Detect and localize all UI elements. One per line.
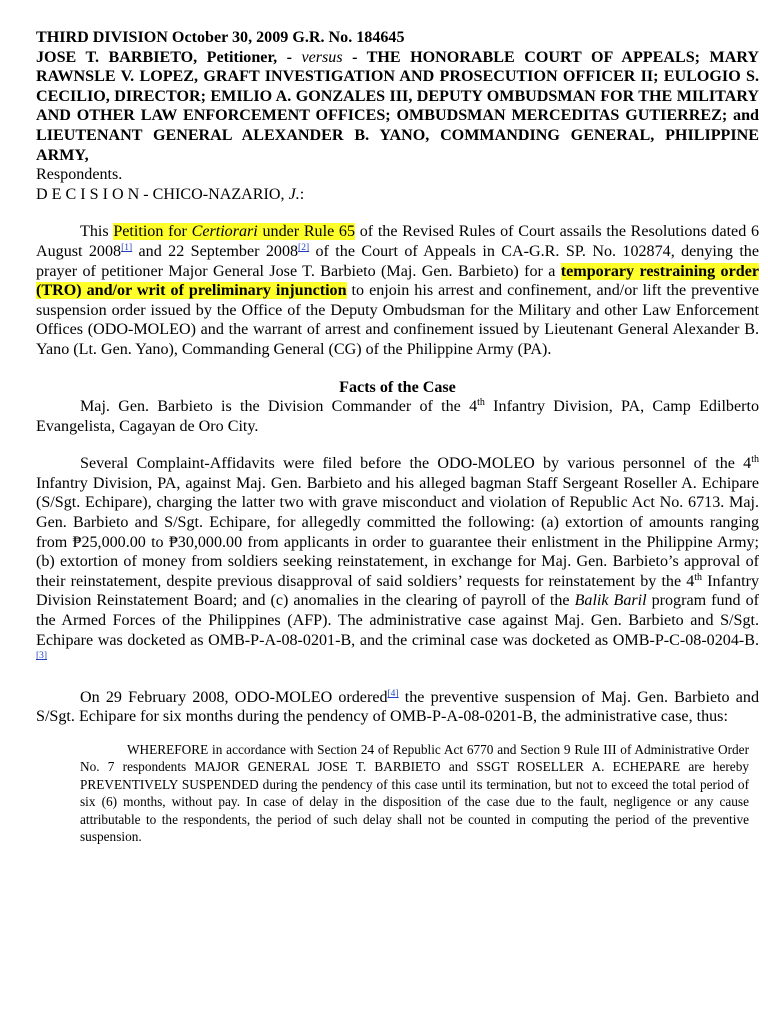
highlight-text-certiorari: Certiorari bbox=[191, 223, 258, 241]
paragraph-complaints bbox=[36, 454, 759, 670]
footnote-link-3[interactable]: [3] bbox=[36, 651, 48, 662]
respondents-names: - THE HONORABLE COURT OF APPEALS; MARY RAWNSLE V. LOPEZ, GRAFT INVESTIGATION AND PROSECUTION OFFICER II; EULOGIO S. CECILIO, DIRECTOR; EMILIO A. GONZALES III, DEPUTY OMBUDSMAN FOR THE MILITARY AND OTHER LAW ENFORCEMENT OFFICES; OMBUDSMAN MERCEDITAS GUTIERREZ; and LIEUTENANT GENERAL ALEXANDER B. YANO, COMMANDING GENERAL, PHILIPPINE ARMY, bbox=[36, 48, 759, 164]
para1-text-2: of the Revised Rules of Court assails the Resolutions dated 6 August 2008 bbox=[36, 223, 759, 260]
justice-suffix: J. bbox=[288, 185, 300, 203]
para1-text-3: and 22 September 2008 bbox=[132, 242, 299, 260]
para4-text-2: the preventive suspension of Maj. Gen. Barbieto and S/Sgt. Echipare for six months during the pendency of OMB-P-A-08-0201-B, the administrative case, thus: bbox=[36, 688, 760, 726]
decision-ponente-line bbox=[36, 185, 759, 205]
respondents-label: Respondents. bbox=[36, 166, 123, 184]
para3-text-2: Infantry Division, PA, against Maj. Gen. Barbieto and his alleged bagman Staff Sergeant Roseller A. Echipare (S/Sgt. Echipare), charging the latter two with grave misconduct and violation of Republic Act No. 6713. Maj. Gen. Barbieto and S/Sgt. Echipare, for allegedly committed the following: (a) extortion of amounts ranging from ₱25,000.00 to ₱30,000.00 from applicants in order to guarantee their enlistment in the Philippine Army; (b) extortion of money from soldiers seeking reinstatement, in exchange for Maj. Gen. Barbieto’s approval of their reinstatement, despite previous disapproval of said soldiers’ requests for reinstatement by the 4 bbox=[36, 474, 759, 590]
paragraph-division-commander bbox=[36, 397, 759, 436]
para3-text-1: Several Complaint-Affidavits were filed before the ODO-MOLEO by various personnel of the 4 bbox=[80, 455, 752, 473]
footnote-link-4[interactable]: [4] bbox=[387, 688, 399, 699]
petitioner-name: JOSE T. BARBIETO, Petitioner, - bbox=[36, 48, 302, 66]
footnote-link-2[interactable]: [2] bbox=[298, 242, 310, 253]
para3-text-4: program fund of the Armed Forces of the Philippines (AFP). The administrative case against Maj. Gen. Barbieto and S/Sgt. Echipare was docketed as OMB-P-A-08-0201-B, and the criminal case was docketed as OMB-P-C-08-0204-B. bbox=[36, 592, 759, 649]
document-page bbox=[36, 28, 759, 845]
paragraph-suspension-order bbox=[36, 688, 759, 727]
section-heading-facts: Facts of the Case bbox=[339, 378, 456, 396]
ordinal-suffix: th bbox=[477, 397, 485, 409]
decision-colon: : bbox=[299, 185, 305, 203]
versus-word: versus bbox=[301, 48, 343, 66]
highlight-tro-writ: temporary restraining order (TRO) and/or writ of preliminary injunction bbox=[36, 262, 759, 300]
para1-text-1: This bbox=[80, 223, 114, 241]
para2-text-2: Infantry Division, PA, Camp Edilberto Evangelista, Cagayan de Oro City. bbox=[36, 398, 759, 435]
footnote-link-1[interactable]: [1] bbox=[121, 242, 133, 253]
decision-label: D E C I S I O N - CHICO-NAZARIO, bbox=[36, 185, 289, 203]
block-quote-wherefore: WHEREFORE in accordance with Section 24 of Republic Act 6770 and Section 9 Rule III of Administrative Order No. 7 respondents MAJOR GENERAL JOSE T. BARBIETO and SSGT ROSELLER A. ECHEPARE are hereby PREVENTIVELY SUSPENDED during the pendency of this case until its termination, but not to exceed the total period of six (6) months, without pay. In case of delay in the disposition of the case due to the fault, negligence or any cause attributable to the respondents, the period of such delay shall not be counted in computing the period of the preventive suspension. bbox=[80, 742, 749, 845]
division-date-gr-line: THIRD DIVISION October 30, 2009 G.R. No. 184645 bbox=[36, 29, 405, 46]
paragraph-petition bbox=[36, 222, 759, 359]
parties-block bbox=[36, 48, 759, 166]
para1-text-5: to enjoin his arrest and confinement, and/or lift the preventive suspension order issued by the Office of the Deputy Ombudsman for the Military and other Law Enforcement Offices (ODO-MOLEO) and the warrant of arrest and confinement issued by Lieutenant General Alexander B. Yano (Lt. Gen. Yano), Commanding General (CG) of the Philippine Army (PA). bbox=[36, 282, 760, 358]
case-caption bbox=[36, 28, 759, 185]
para3-text-3: Infantry Division Reinstatement Board; and (c) anomalies in the clearing of payroll of the bbox=[36, 572, 760, 610]
highlight-text-rule: under Rule 65 bbox=[257, 223, 356, 241]
highlight-text-a: Petition for bbox=[113, 223, 192, 241]
ordinal-suffix: th bbox=[694, 571, 703, 583]
para2-text-1: Maj. Gen. Barbieto is the Division Commander of the 4 bbox=[80, 398, 478, 416]
balik-baril-italic: Balik Baril bbox=[574, 592, 647, 610]
ordinal-suffix: th bbox=[751, 454, 759, 466]
para4-text-1: On 29 February 2008, ODO-MOLEO ordered bbox=[80, 688, 388, 706]
para1-text-4: of the Court of Appeals in CA-G.R. SP. No. 102874, denying the prayer of petitioner Major General Jose T. Barbieto (Maj. Gen. Barbieto) for a bbox=[36, 242, 759, 280]
highlight-petition-certiorari bbox=[113, 223, 355, 240]
